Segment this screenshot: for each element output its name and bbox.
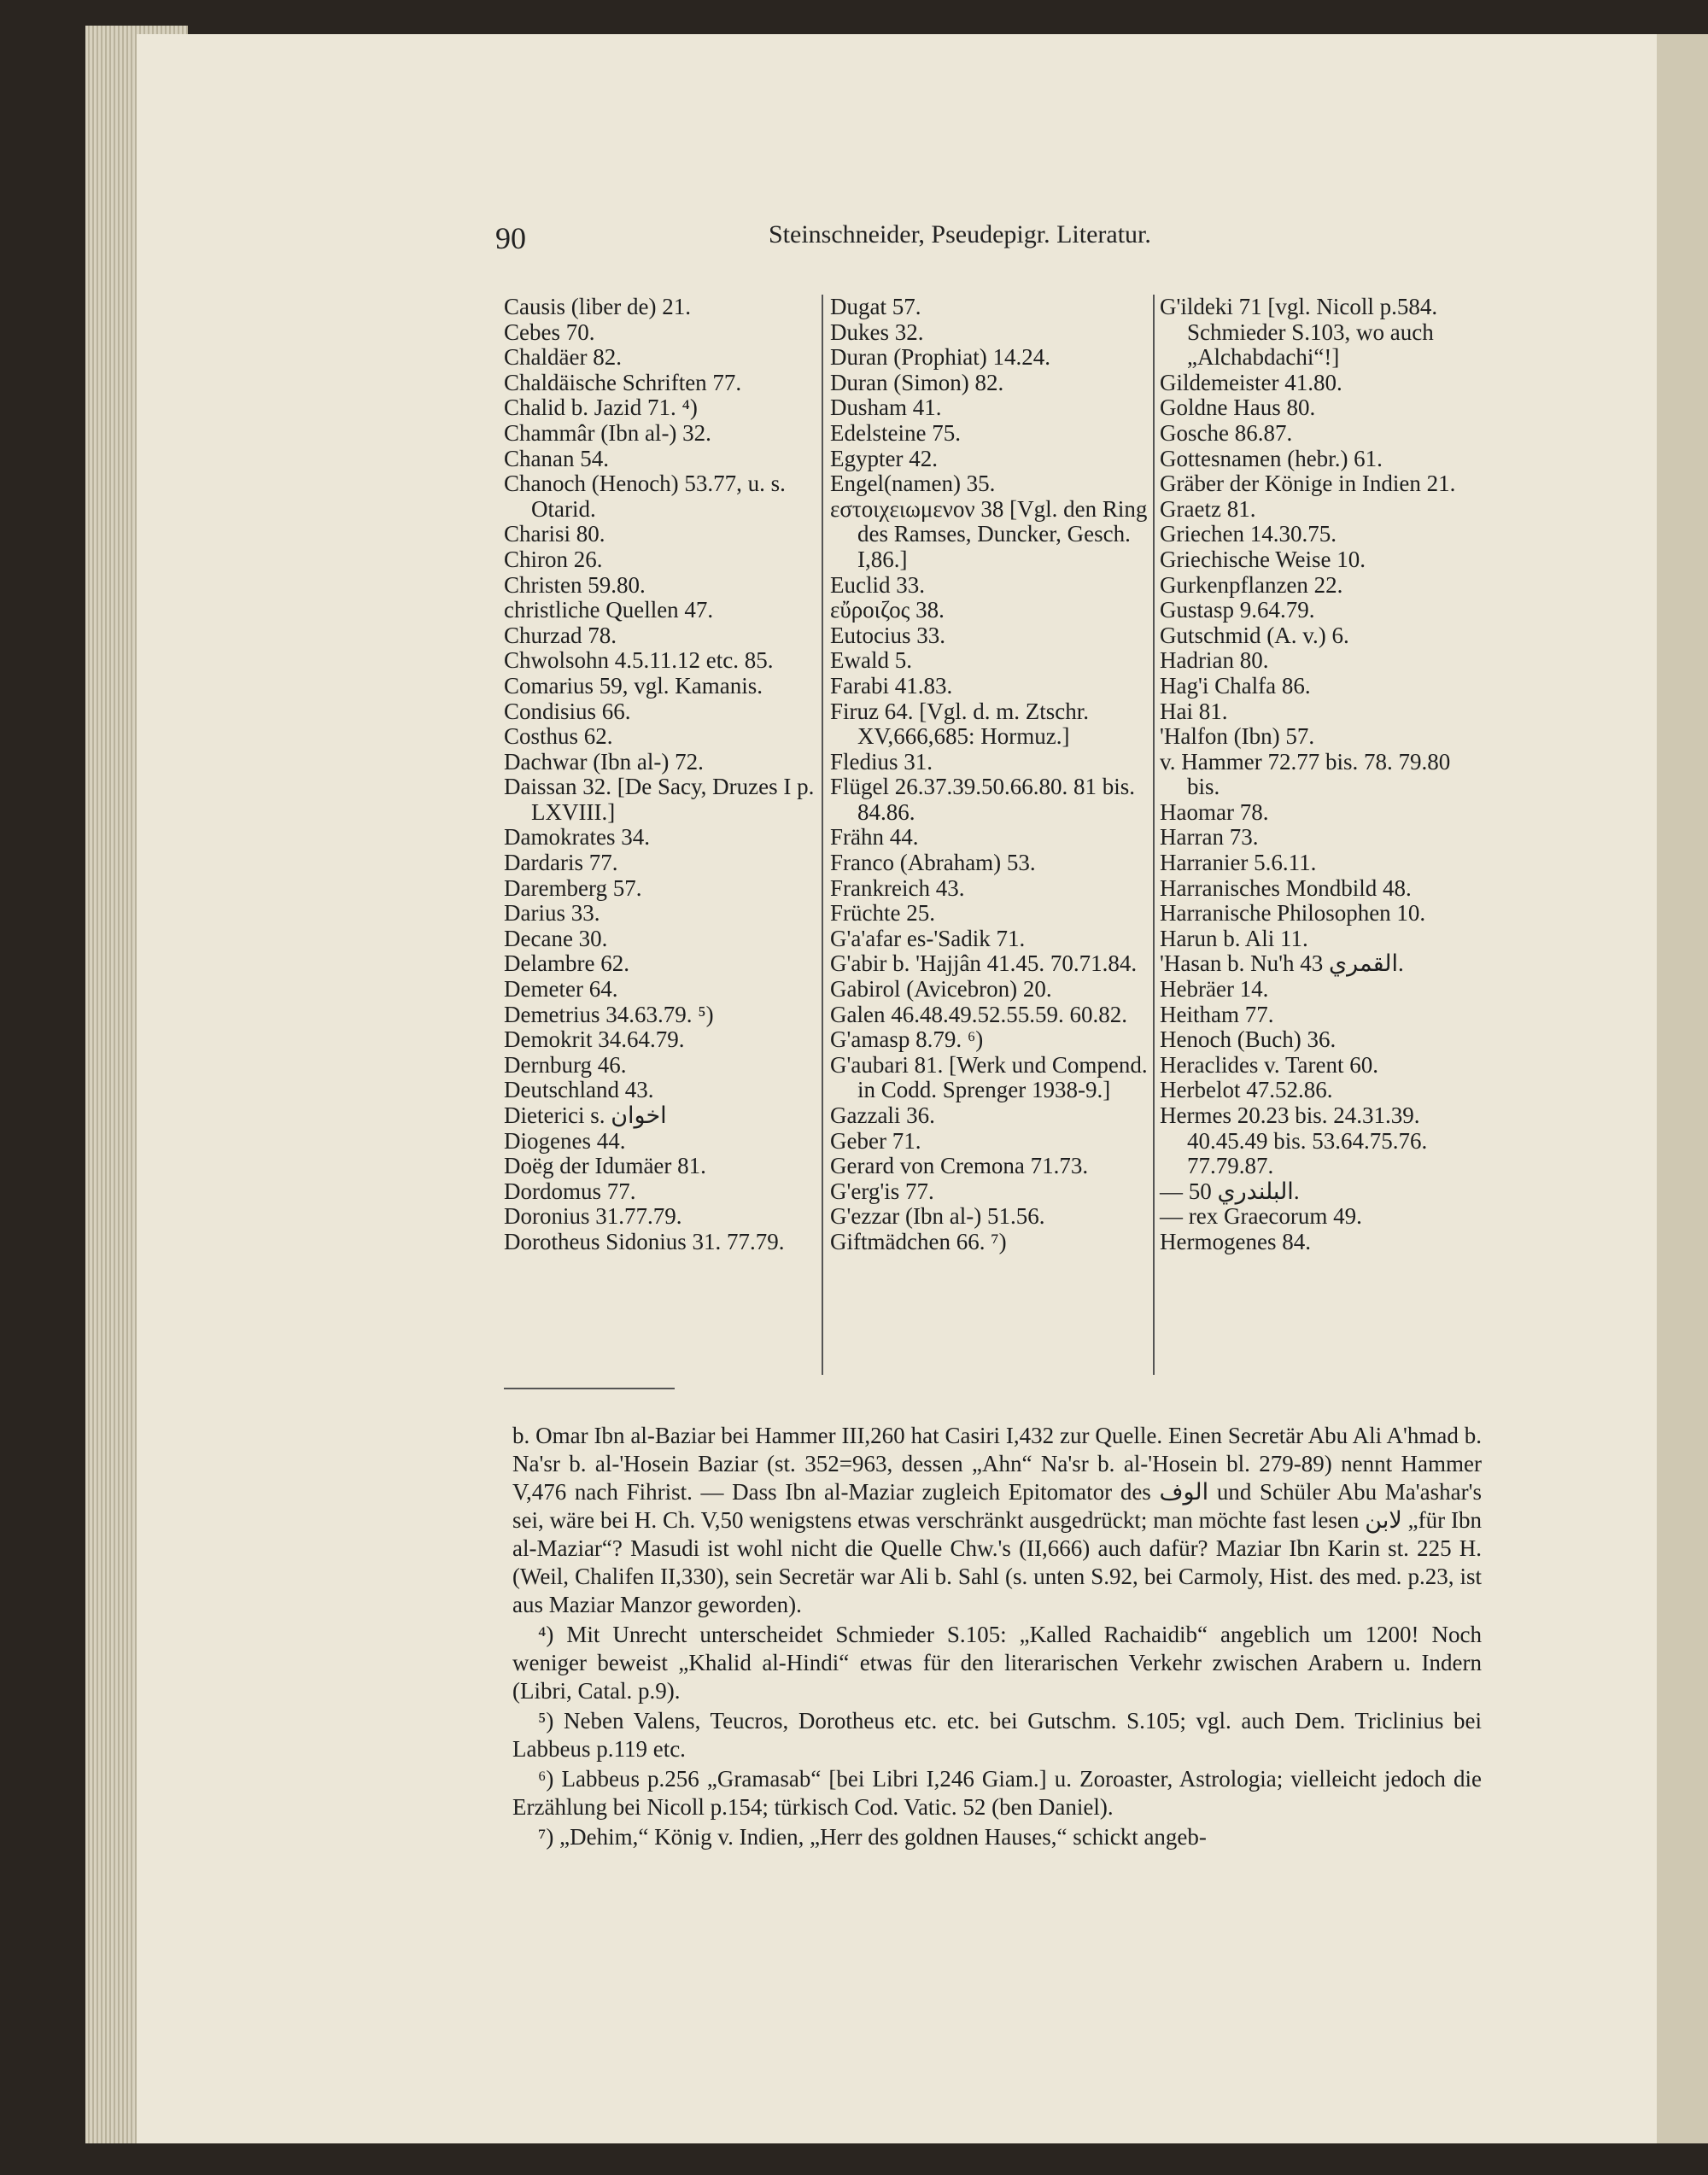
index-entry: Dachwar (Ibn al-) 72. bbox=[504, 748, 704, 775]
index-entry: Chwolsohn 4.5.11.12 etc. 85. bbox=[504, 647, 774, 674]
index-entry: Hag'i Chalfa 86. bbox=[1160, 672, 1311, 699]
index-entry: christliche Quellen 47. bbox=[504, 597, 714, 623]
index-entry: Hebräer 14. bbox=[1160, 976, 1269, 1003]
index-entry: — البلندري 50. bbox=[1160, 1178, 1300, 1204]
index-entry: Deutschland 43. bbox=[504, 1077, 654, 1103]
index-entry: Duran (Simon) 82. bbox=[830, 369, 1004, 395]
index-entry: Henoch (Buch) 36. bbox=[1160, 1026, 1337, 1053]
index-entry: Demokrit 34.64.79. bbox=[504, 1026, 685, 1053]
index-entry: Farabi 41.83. bbox=[830, 672, 953, 699]
index-entry: Firuz 64. [Vgl. d. m. Ztschr. XV,666,685: Hormuz.] bbox=[830, 698, 1089, 750]
index-entry: G'ildeki 71 [vgl. Nicoll p.584. Schmieder S.103, wo auch „Alchabdachi“!] bbox=[1160, 294, 1438, 371]
footnote-rule bbox=[504, 1388, 675, 1389]
index-entry: G'amasp 8.79. ⁶) bbox=[830, 1026, 984, 1053]
index-entry: Chaldäer 82. bbox=[504, 344, 622, 371]
index-entry: Dusham 41. bbox=[830, 395, 942, 421]
index-entry: Ewald 5. bbox=[830, 647, 912, 674]
page-number: 90 bbox=[495, 221, 526, 255]
index-entry: Dordomus 77. bbox=[504, 1178, 636, 1204]
index-entry: Heraclides v. Tarent 60. bbox=[1160, 1051, 1379, 1078]
index-entry: Hai 81. bbox=[1160, 698, 1228, 724]
index-entry: Gustasp 9.64.79. bbox=[1160, 597, 1315, 623]
index-entry: G'abir b. 'Hajjân 41.45. 70.71.84. bbox=[830, 950, 1138, 977]
footnote-7: ⁷) „Dehim,“ König v. Indien, „Herr des goldnen Hauses,“ schickt angeb- bbox=[538, 1824, 1207, 1850]
index-entry: Dernburg 46. bbox=[504, 1051, 627, 1078]
index-entry: Causis (liber de) 21. bbox=[504, 294, 691, 319]
index-entry: G'a'afar es-'Sadik 71. bbox=[830, 925, 1026, 951]
index-entry: Daissan 32. [De Sacy, Druzes I p. LXVIII.] bbox=[504, 774, 815, 825]
index-entry: Demeter 64. bbox=[504, 976, 618, 1003]
column-rule bbox=[822, 295, 823, 1375]
footnote-4: ⁴) Mit Unrecht unterscheidet Schmieder S.105: „Kalled Rachaidib“ angeblich um 1200! Noch weniger beweist „Khalid al-Hindi“ etwas für den literarischen Verkehr zwischen Arabern u. Indern (Libri, Catal. p.9). bbox=[512, 1622, 1482, 1704]
index-entry: Dukes 32. bbox=[830, 319, 924, 345]
index-entry: G'erg'is 77. bbox=[830, 1178, 934, 1204]
index-entry: Gildemeister 41.80. bbox=[1160, 369, 1342, 395]
index-entry: Griechische Weise 10. bbox=[1160, 546, 1366, 572]
index-entry: Gurkenpflanzen 22. bbox=[1160, 571, 1343, 598]
index-entry: Gazzali 36. bbox=[830, 1102, 935, 1128]
index-entry: Damokrates 34. bbox=[504, 824, 650, 851]
index-entry: Doëg der Idumäer 81. bbox=[504, 1153, 706, 1179]
index-entry: Daremberg 57. bbox=[504, 874, 642, 901]
index-entry: Gräber der Könige in Indien 21. bbox=[1160, 471, 1456, 497]
index-column-2 bbox=[830, 295, 1150, 1255]
index-entry: Herbelot 47.52.86. bbox=[1160, 1077, 1333, 1103]
index-entry: Edelsteine 75. bbox=[830, 419, 961, 446]
footnotes bbox=[512, 1422, 1482, 1853]
index-entry: Heitham 77. bbox=[1160, 1001, 1274, 1027]
index-entry: Goldne Haus 80. bbox=[1160, 395, 1316, 421]
index-entry: Egypter 42. bbox=[830, 445, 938, 471]
index-entry: Chaldäische Schriften 77. bbox=[504, 369, 742, 395]
index-entry: Delambre 62. bbox=[504, 950, 629, 977]
index-entry: Gutschmid (A. v.) 6. bbox=[1160, 622, 1349, 648]
index-entry: 'Hasan b. Nu'h القمري 43. bbox=[1160, 950, 1404, 977]
index-entry: Cebes 70. bbox=[504, 319, 595, 345]
index-entry: Hermogenes 84. bbox=[1160, 1228, 1311, 1254]
index-entry: Decane 30. bbox=[504, 925, 608, 951]
index-entry: Chiron 26. bbox=[504, 546, 603, 572]
index-entry: Engel(namen) 35. bbox=[830, 471, 996, 497]
index-entry: Harranier 5.6.11. bbox=[1160, 850, 1317, 876]
index-entry: Euclid 33. bbox=[830, 571, 925, 598]
index-entry: Charisi 80. bbox=[504, 521, 605, 547]
index-entry: Giftmädchen 66. ⁷) bbox=[830, 1228, 1007, 1254]
index-entry: Chanan 54. bbox=[504, 445, 609, 471]
index-entry: G'ezzar (Ibn al-) 51.56. bbox=[830, 1203, 1045, 1230]
index-entry: Duran (Prophiat) 14.24. bbox=[830, 344, 1050, 371]
index-entry: v. Hammer 72.77 bis. 78. 79.80 bis. bbox=[1160, 748, 1451, 800]
index-entry: Haomar 78. bbox=[1160, 798, 1269, 825]
index-entry: Hadrian 80. bbox=[1160, 647, 1269, 674]
index-entry: 'Halfon (Ibn) 57. bbox=[1160, 723, 1315, 750]
index-entry: Dugat 57. bbox=[830, 294, 921, 319]
index-entry: Geber 71. bbox=[830, 1127, 921, 1154]
index-entry: Galen 46.48.49.52.55.59. 60.82. bbox=[830, 1001, 1127, 1027]
index-entry: Frähn 44. bbox=[830, 824, 919, 851]
index-entry: Costhus 62. bbox=[504, 723, 613, 750]
index-entry: Dorotheus Sidonius 31. 77.79. bbox=[504, 1228, 785, 1254]
index-entry: Gerard von Cremona 71.73. bbox=[830, 1153, 1089, 1179]
index-entry: Gabirol (Avicebron) 20. bbox=[830, 976, 1052, 1003]
footnote-5: ⁵) Neben Valens, Teucros, Dorotheus etc. etc. bei Gutschm. S.105; vgl. auch Dem. Triclinius bei Labbeus p.119 etc. bbox=[512, 1708, 1482, 1762]
index-entry: Darius 33. bbox=[504, 900, 600, 927]
index-column-1 bbox=[504, 295, 820, 1255]
index-entry: Chammâr (Ibn al-) 32. bbox=[504, 419, 711, 446]
index-column-3 bbox=[1160, 295, 1480, 1255]
index-entry: Comarius 59, vgl. Kamanis. bbox=[504, 672, 763, 699]
index-entry: Dieterici s. اخوان bbox=[504, 1102, 667, 1128]
column-rule bbox=[1153, 295, 1155, 1375]
running-title: Steinschneider, Pseudepigr. Literatur. bbox=[769, 220, 1151, 248]
index-entry: Gosche 86.87. bbox=[1160, 419, 1293, 446]
index-entry: Dardaris 77. bbox=[504, 850, 618, 876]
index-entry: Flügel 26.37.39.50.66.80. 81 bis. 84.86. bbox=[830, 774, 1136, 825]
index-entry: εστοιχειωμενον 38 [Vgl. den Ring des Ramses, Duncker, Gesch. I,86.] bbox=[830, 495, 1148, 572]
index-entry: Diogenes 44. bbox=[504, 1127, 626, 1154]
index-entry: Harran 73. bbox=[1160, 824, 1259, 851]
index-entry: Eutocius 33. bbox=[830, 622, 945, 648]
index-entry: Condisius 66. bbox=[504, 698, 631, 724]
facing-page-edge bbox=[1652, 34, 1708, 2143]
index-entry: Harun b. Ali 11. bbox=[1160, 925, 1308, 951]
index-entry: Harranisches Mondbild 48. bbox=[1160, 874, 1412, 901]
index-entry: Griechen 14.30.75. bbox=[1160, 521, 1337, 547]
footnote-6: ⁶) Labbeus p.256 „Gramasab“ [bei Libri I,246 Giam.] u. Zoroaster, Astrologia; vielleicht jedoch die Erzählung bei Nicoll p.154; türkisch Cod. Vatic. 52 (ben Daniel). bbox=[512, 1766, 1482, 1820]
index-entry: Chanoch (Henoch) 53.77, u. s. Otarid. bbox=[504, 471, 786, 522]
index-entry: Gottesnamen (hebr.) 61. bbox=[1160, 445, 1383, 471]
index-entry: Doronius 31.77.79. bbox=[504, 1203, 682, 1230]
index-entry: Graetz 81. bbox=[1160, 495, 1256, 522]
index-entry: — rex Graecorum 49. bbox=[1160, 1203, 1362, 1230]
index-entry: Frankreich 43. bbox=[830, 874, 965, 901]
index-entry: Chalid b. Jazid 71. ⁴) bbox=[504, 395, 698, 421]
index-entry: Früchte 25. bbox=[830, 900, 935, 927]
index-entry: Demetrius 34.63.79. ⁵) bbox=[504, 1001, 714, 1027]
index-entry: G'aubari 81. [Werk und Compend. in Codd. Sprenger 1938-9.] bbox=[830, 1051, 1148, 1103]
footnote-continuation: b. Omar Ibn al-Baziar bei Hammer III,260 hat Casiri I,432 zur Quelle. Einen Secretär Abu Ali A'hmad b. Na'sr b. al-'Hosein Baziar (st. 352=963, dessen „Ahn“ Na'sr b. al-'Hosein bl. 279-89) nennt Hammer V,476 nach Fihrist. — Dass Ibn al-Maziar zugleich Epitomator des الوف und Schüler Abu Ma'ashar's sei, wäre bei H. Ch. V,50 wenigstens etwas verschränkt ausgedrückt; man möchte fast lesen لابن „für Ibn al-Maziar“? Masudi ist wohl nicht die Quelle Chw.'s (II,666) auch dafür? Maziar Ibn Karin st. 225 H. (Weil, Chalifen II,330), sein Secretär war Ali b. Sahl (s. unten S.92, bei Carmoly, Hist. des med. p.23, ist aus Maziar Manzor geworden). bbox=[512, 1423, 1482, 1617]
index-entry: Fledius 31. bbox=[830, 748, 933, 775]
index-entry: εὔροιζος 38. bbox=[830, 597, 945, 623]
index-entry: Hermes 20.23 bis. 24.31.39. 40.45.49 bis. 53.64.75.76. 77.79.87. bbox=[1160, 1102, 1428, 1179]
index-entry: Christen 59.80. bbox=[504, 571, 646, 598]
index-entry: Franco (Abraham) 53. bbox=[830, 850, 1036, 876]
index-entry: Harranische Philosophen 10. bbox=[1160, 900, 1426, 927]
index-entry: Churzad 78. bbox=[504, 622, 617, 648]
